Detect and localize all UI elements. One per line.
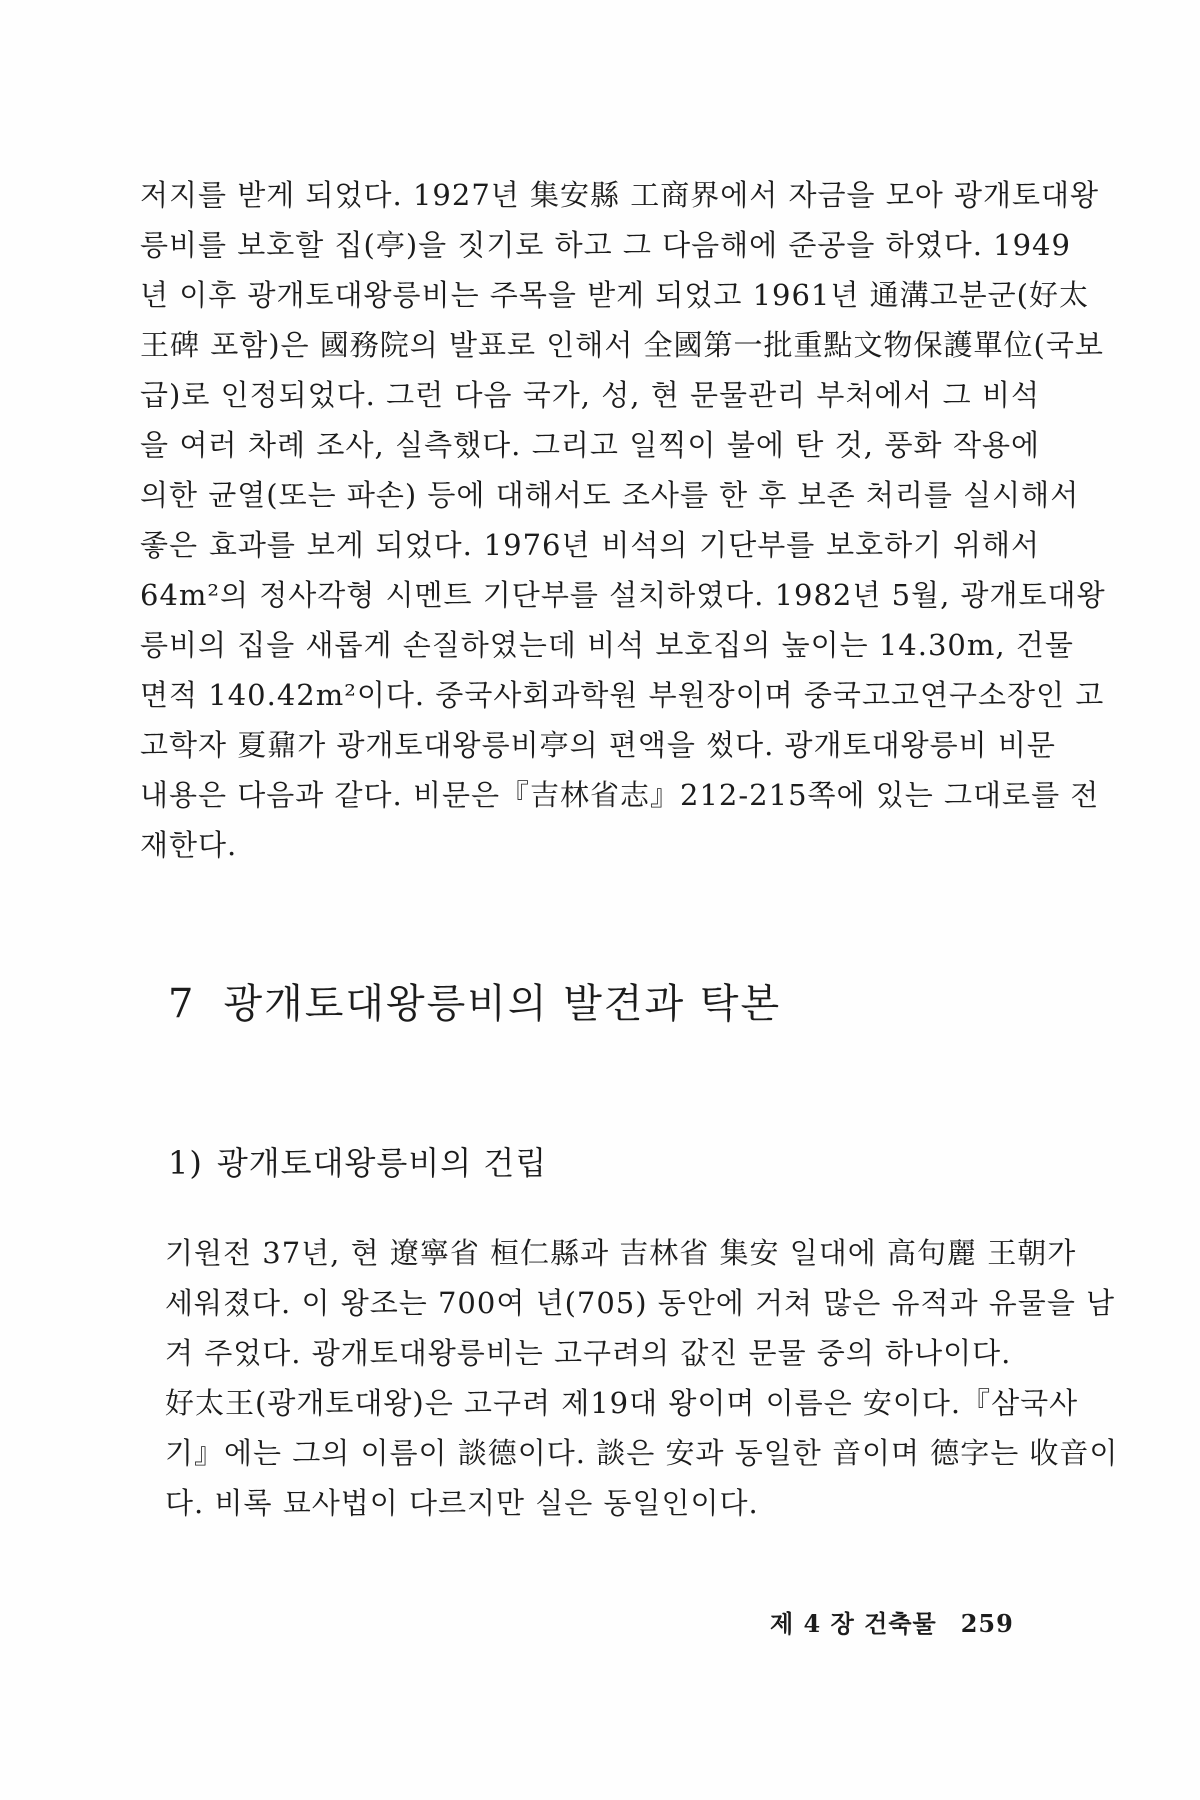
text-line: 기원전 37년, 현 遼寧省 桓仁縣과 吉林省 集安 일대에 高句麗 王朝가 [165, 1236, 1077, 1270]
text-line: 의한 균열(또는 파손) 등에 대해서도 조사를 한 후 보존 처리를 실시해서 [140, 478, 1080, 512]
text-line: 재한다. [140, 828, 238, 862]
text-line: 세워졌다. 이 왕조는 700여 년(705) 동안에 거쳐 많은 유적과 유물을 남 [165, 1286, 1116, 1320]
section-number: 7 [168, 981, 196, 1027]
body-paragraph [140, 170, 1106, 870]
text-line: 릉비의 집을 새롭게 손질하였는데 비석 보호집의 높이는 14.30m, 건물 [140, 628, 1074, 662]
text-line: 저지를 받게 되었다. 1927년 集安縣 工商界에서 자금을 모아 광개토대왕 [140, 178, 1100, 212]
text-line: 王碑 포함)은 國務院의 발표로 인해서 全國第一批重點文物保護單位(국보 [140, 328, 1104, 362]
subsection-body [165, 1228, 1119, 1528]
text-line: 급)로 인정되었다. 그런 다음 국가, 성, 현 문물관리 부처에서 그 비석 [140, 378, 1040, 412]
chapter-label: 제 4 장 건축물 [770, 1609, 937, 1638]
text-line: 을 여러 차례 조사, 실측했다. 그리고 일찍이 불에 탄 것, 풍화 작용에 [140, 428, 1040, 462]
section-heading [168, 972, 781, 1029]
text-line: 기』에는 그의 이름이 談德이다. 談은 安과 동일한 音이며 德字는 收音이 [165, 1436, 1119, 1470]
text-line: 겨 주었다. 광개토대왕릉비는 고구려의 값진 문물 중의 하나이다. [165, 1336, 1012, 1370]
page-number: 259 [960, 1609, 1014, 1638]
text-line: 다. 비록 묘사법이 다르지만 실은 동일인이다. [165, 1486, 759, 1520]
subsection-heading [168, 1138, 547, 1184]
text-line: 고학자 夏鼐가 광개토대왕릉비亭의 편액을 썼다. 광개토대왕릉비 비문 [140, 728, 1056, 762]
section-title: 광개토대왕릉비의 발견과 탁본 [223, 981, 782, 1027]
text-line: 년 이후 광개토대왕릉비는 주목을 받게 되었고 1961년 通溝고분군(好太 [140, 278, 1089, 312]
text-line: 릉비를 보호할 집(亭)을 짓기로 하고 그 다음해에 준공을 하였다. 1949 [140, 228, 1071, 262]
subsection-title: 광개토대왕릉비의 건립 [216, 1144, 548, 1182]
text-line: 내용은 다음과 같다. 비문은『吉林省志』212-215쪽에 있는 그대로를 전 [140, 778, 1100, 812]
page-footer [770, 1604, 1014, 1639]
text-line: 好太王(광개토대왕)은 고구려 제19대 왕이며 이름은 安이다.『삼국사 [165, 1386, 1079, 1420]
text-line: 64m²의 정사각형 시멘트 기단부를 설치하였다. 1982년 5월, 광개토대왕 [140, 578, 1106, 612]
subsection-number: 1) [168, 1144, 203, 1182]
text-line: 면적 140.42m²이다. 중국사회과학원 부원장이며 중국고고연구소장인 고 [140, 678, 1105, 712]
text-line: 좋은 효과를 보게 되었다. 1976년 비석의 기단부를 보호하기 위해서 [140, 528, 1040, 562]
